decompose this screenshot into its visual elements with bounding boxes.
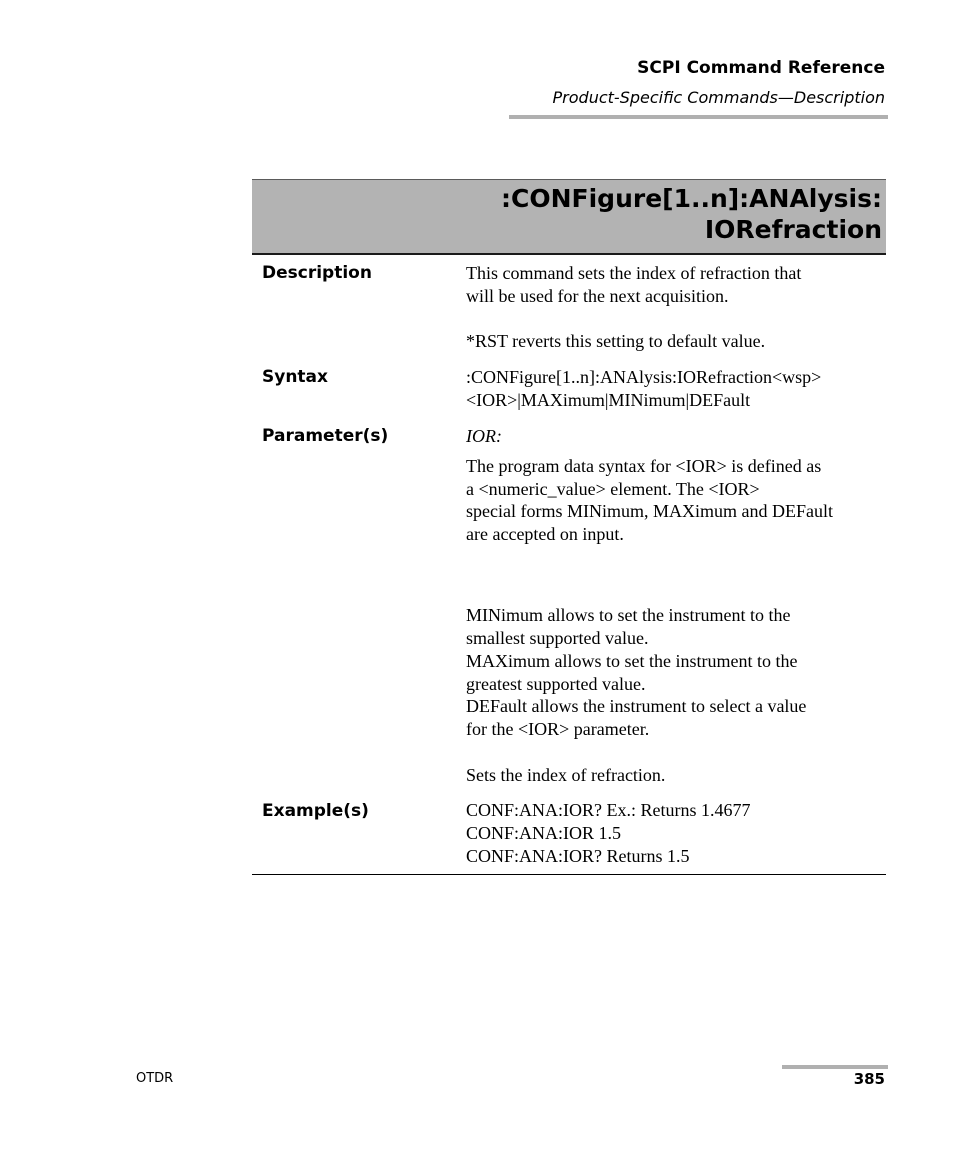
description-label: Description <box>262 263 372 283</box>
parameter-line: smallest supported value. <box>466 628 649 648</box>
footer-rule <box>782 1065 888 1069</box>
table-bottom-rule <box>252 874 886 875</box>
parameter-line: special forms MINimum, MAXimum and DEFault <box>466 501 833 521</box>
example-line: CONF:ANA:IOR 1.5 <box>466 823 622 843</box>
description-line: will be used for the next acquisition. <box>466 286 729 306</box>
parameter-line: are accepted on input. <box>466 524 624 544</box>
header-rule <box>509 115 888 119</box>
command-heading-box <box>252 179 886 255</box>
examples-label: Example(s) <box>262 801 369 821</box>
header-title: SCPI Command Reference <box>637 58 885 78</box>
command-title-line-1: :CONFigure[1..n]:ANAlysis: <box>501 184 882 213</box>
parameter-line: for the <IOR> parameter. <box>466 719 650 739</box>
header-subtitle: Product-Specific Commands—Description <box>552 88 885 107</box>
parameter-name: IOR: <box>466 426 502 446</box>
example-line: CONF:ANA:IOR? Returns 1.5 <box>466 846 690 866</box>
parameter-line: Sets the index of refraction. <box>466 765 666 785</box>
command-title-line-2: IORefraction <box>704 215 882 244</box>
parameter-line: The program data syntax for <IOR> is defined as <box>466 456 822 476</box>
page-number: 385 <box>853 1070 885 1088</box>
parameter-line: DEFault allows the instrument to select a value <box>466 696 807 716</box>
parameter-line: a <numeric_value> element. The <IOR> <box>466 479 760 499</box>
footer-product: OTDR <box>136 1071 174 1086</box>
syntax-line: <IOR>|MAXimum|MINimum|DEFault <box>466 390 751 410</box>
description-line: *RST reverts this setting to default value. <box>466 331 766 351</box>
syntax-line: :CONFigure[1..n]:ANAlysis:IORefraction<wsp> <box>466 367 822 387</box>
parameters-label: Parameter(s) <box>262 426 389 446</box>
example-line: CONF:ANA:IOR? Ex.: Returns 1.4677 <box>466 800 751 820</box>
parameter-line: greatest supported value. <box>466 674 646 694</box>
description-line: This command sets the index of refraction that <box>466 263 802 283</box>
parameter-line: MINimum allows to set the instrument to the <box>466 605 791 625</box>
parameter-line: MAXimum allows to set the instrument to the <box>466 651 798 671</box>
syntax-label: Syntax <box>262 367 328 387</box>
